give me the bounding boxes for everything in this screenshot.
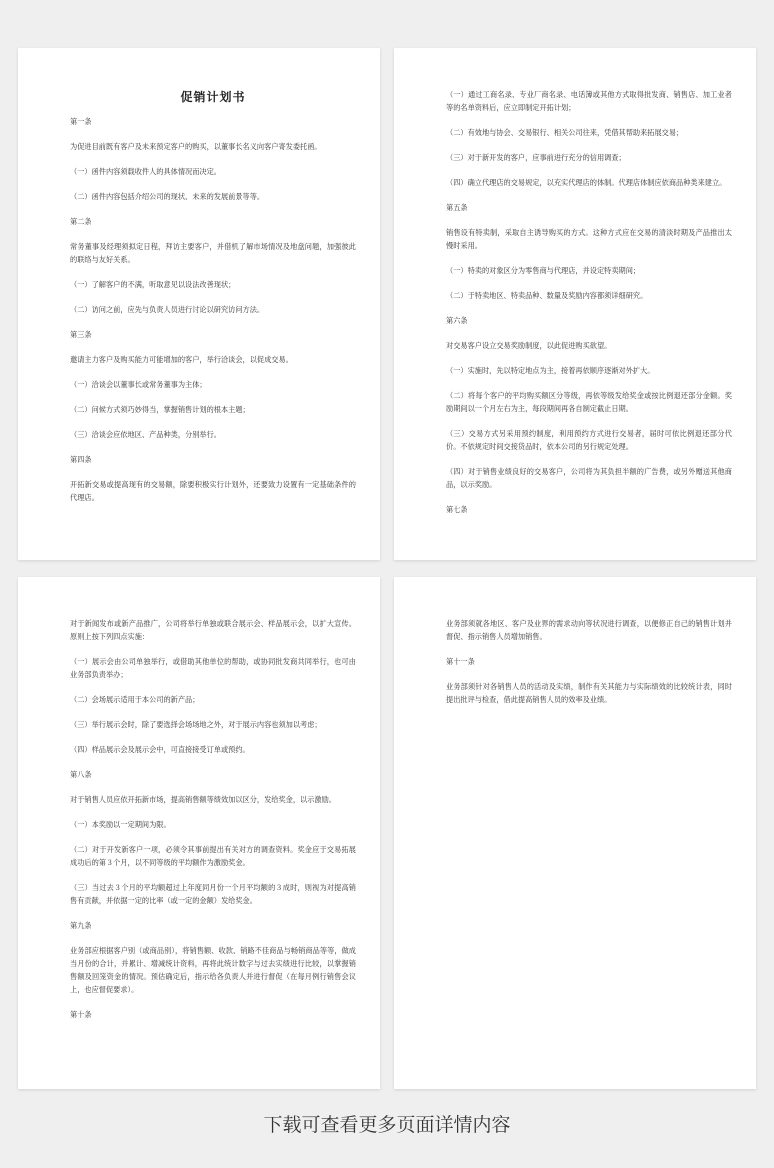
paragraph: （二）会场展示适用于本公司的新产品； (70, 695, 200, 704)
paragraph: 第五条 (446, 203, 468, 212)
document-title: 促销计划书 (180, 90, 246, 104)
paragraph: （三）当过去３个月的平均额超过上年度同月份一个月平均额的３成时，则视为对提高销售有贡献，并依据一定的比率（或一定的金额）发给奖金。 (70, 883, 356, 905)
page-1-content (70, 88, 356, 516)
paragraph: （一）展示会由公司单独举行，或借助其他单位的帮助，或协同批发商共同举行，也可由业务部负责举办； (70, 657, 356, 679)
paragraph: 业务部应根据客户别（或商品别），将销售额、收款、销路不佳商品与畅销商品等等，做成当月份的合计，并累计、增减统计资料，再将此统计数字与过去实绩进行比较，以掌握销售额及回笼资金的情况。预估确定后，指示给各负责人并进行督促（在每月例行销售会议上，也应督促要求）。 (70, 946, 356, 994)
paragraph: （三）举行展示会时，除了要选择会场场地之外，对于展示内容也须加以考虑； (70, 720, 322, 729)
paragraph: 第一条 (70, 117, 92, 126)
paragraph: （四）确立代理店的交易规定，以充实代理店的体制。代理店体制应依商品种类来建立。 (446, 178, 727, 187)
paragraph: 第七条 (446, 505, 468, 514)
page-3-content (70, 617, 356, 1033)
paragraph: 第十一条 (446, 657, 475, 666)
download-more-pages-text[interactable]: 下载可查看更多页面详情内容 (263, 1114, 511, 1136)
page-3-paragraphs (70, 617, 356, 1021)
page-2-paragraphs (446, 88, 732, 516)
paragraph: 销售设有特卖制，采取自主诱导购买的方式。这种方式应在交易的清淡时期及产品推出太慢时采用。 (446, 228, 732, 250)
paragraph: （一）实施时，先以特定地点为主，接着再依顺序逐渐对外扩大。 (446, 366, 655, 375)
paragraph: 开拓新交易或提高现有的交易额，除要积极实行计划外，还要致力设置有一定基础条件的代理店。 (70, 480, 356, 502)
paragraph: 业务部须针对各销售人员的活动及实绩，制作有关其能力与实际绩效的比较统计表，同时提出批评与检查，借此提高销售人员的效率及业绩。 (446, 682, 732, 704)
paragraph: （三）洽谈会应依地区、产品种类，分别举行。 (70, 430, 221, 439)
paragraph: 第二条 (70, 217, 92, 226)
paragraph: （四）对于销售业绩良好的交易客户，公司将为其负担半额的广告费，或另外赠送其他商品，以示奖励。 (446, 467, 732, 489)
paragraph: 业务部须就各地区、客户及业界的需求动向等状况进行调查，以便修正自己的销售计划并督促、指示销售人员增加销售。 (446, 619, 732, 641)
paragraph: （二）访问之前，应先与负责人员进行讨论以研究访问方法。 (70, 305, 265, 314)
page-4-paragraphs (446, 617, 732, 706)
paragraph: 第四条 (70, 455, 92, 464)
paragraph: （二）有效地与协会、交易银行、相关公司往来，凭借其帮助来拓展交易； (446, 128, 684, 137)
paragraph: 为促进目前既有客户及未来预定客户的购买，以董事长名义向客户寄发委托函。 (70, 142, 322, 151)
paragraph: （二）问候方式须巧妙得当，掌握销售计划的根本主题； (70, 405, 250, 414)
paragraph: （二）函件内容包括介绍公司的现状、未来的发展前景等等。 (70, 192, 265, 201)
paragraph: （一）函件内容须载收件人的具体情况而决定。 (70, 167, 221, 176)
paragraph: 第九条 (70, 921, 92, 930)
paragraph: 常务董事及经理须拟定日程，拜访主要客户，并借机了解市场情况及地盘问题，加强彼此的联络与友好关系。 (70, 242, 356, 264)
paragraph: 邀请主力客户及购买能力可能增加的客户，举行洽谈会，以促成交易。 (70, 355, 293, 364)
paragraph: （一）洽谈会以董事长或常务董事为主体； (70, 380, 207, 389)
paragraph: 对于销售人员应依开拓新市场，提高销售额等绩效加以区分，发给奖金，以示激励。 (70, 795, 336, 804)
paragraph: （二）对于开发新客户一项，必须令其事前提出有关对方的调查资料。奖金应于交易拓展成功后的第３个月，以不同等级的平均额作为激励奖金。 (70, 845, 356, 867)
document-page-2 (394, 48, 756, 560)
paragraph: 第十条 (70, 1010, 92, 1019)
paragraph: （三）对于新开发的客户，应事前进行充分的信用调查； (446, 153, 626, 162)
paragraph: 第六条 (446, 316, 468, 325)
page-4-content (446, 617, 732, 718)
paragraph: 第八条 (70, 770, 92, 779)
document-page-1 (18, 48, 380, 560)
paragraph: 对于新闻发布或新产品推广，公司将举行单独或联合展示会、样品展示会，以扩大宣传。原则上按下列四点实施： (70, 619, 356, 641)
document-page-4 (394, 577, 756, 1089)
paragraph: （一）通过工商名录、专业厂商名录、电话簿或其他方式取得批发商、销售店、加工业者等的名单资料后，应立即制定开拓计划； (446, 90, 732, 112)
paragraph: （二）将每个客户的平均购买额区分等级，再依等级发给奖金或按比例退还部分金额。奖励期间以一个月左右为主，每段期间再各自制定截止日期。 (446, 391, 732, 413)
paragraph: 第三条 (70, 330, 92, 339)
paragraph: （一）了解客户的不满，听取意见以设法改善现状； (70, 280, 236, 289)
paragraph: （一）特卖的对象区分为零售商与代理店，并设定特卖期间； (446, 266, 641, 275)
paragraph: （三）交易方式另采用预约制度，利用预约方式进行交易者，届时可依比例退还部分代价。不依规定时间交接货品时，依本公司的另行规定处理。 (446, 429, 732, 451)
paragraph: （四）样品展示会及展示会中，可直接接受订单或预约。 (70, 745, 250, 754)
page-2-content (446, 88, 732, 528)
document-page-3 (18, 577, 380, 1089)
paragraph: （一）本奖励以一定期间为限。 (70, 820, 171, 829)
paragraph: （二）于特卖地区、特卖品种、数量及奖励内容都须详细研究。 (446, 291, 648, 300)
paragraph: 对交易客户设立交易奖励制度，以此促进购买欲望。 (446, 341, 612, 350)
page-1-paragraphs (70, 115, 356, 504)
